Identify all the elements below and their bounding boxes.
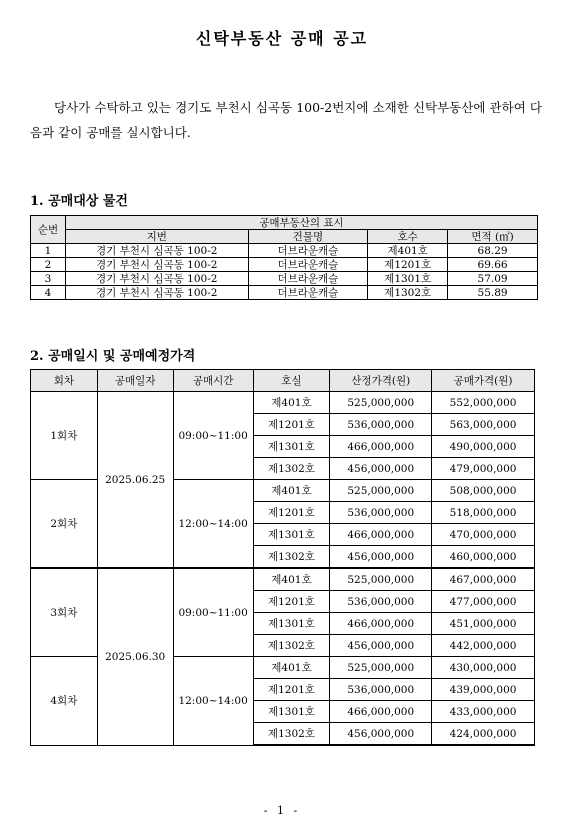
cell-address: 경기 부천시 심곡동 100-2 — [65, 244, 248, 258]
cell-price: 442,000,000 — [432, 635, 535, 657]
cell-appraised: 466,000,000 — [330, 436, 432, 458]
cell-unit: 제1302호 — [253, 458, 330, 480]
cell-date: 2025.06.25 — [97, 392, 173, 569]
cell-appraised: 466,000,000 — [330, 524, 432, 546]
cell-area: 69.66 — [448, 258, 538, 272]
table-row — [31, 258, 538, 272]
header-time: 공매시간 — [173, 370, 253, 392]
cell-unit: 제1201호 — [253, 414, 330, 436]
cell-price: 518,000,000 — [432, 502, 535, 524]
table-row — [31, 392, 535, 414]
cell-round: 4회차 — [31, 657, 98, 746]
cell-price: 430,000,000 — [432, 657, 535, 679]
cell-appraised: 466,000,000 — [330, 701, 432, 723]
table-row — [31, 272, 538, 286]
cell-no: 1 — [31, 244, 66, 258]
cell-unit: 제401호 — [253, 392, 330, 414]
header-unit: 호수 — [368, 230, 448, 244]
cell-area: 57.09 — [448, 272, 538, 286]
cell-area: 55.89 — [448, 286, 538, 300]
header-building: 건물명 — [248, 230, 368, 244]
cell-price: 424,000,000 — [432, 723, 535, 746]
cell-price: 460,000,000 — [432, 546, 535, 569]
cell-building: 더브라운캐슬 — [248, 244, 368, 258]
header-appraised: 산정가격(원) — [330, 370, 432, 392]
header-price: 공매가격(원) — [432, 370, 535, 392]
cell-address: 경기 부천시 심곡동 100-2 — [65, 272, 248, 286]
table-row — [31, 568, 535, 591]
cell-price: 563,000,000 — [432, 414, 535, 436]
cell-no: 3 — [31, 272, 66, 286]
cell-time: 09:00~11:00 — [173, 392, 253, 480]
cell-price: 467,000,000 — [432, 568, 535, 591]
auction-schedule-table — [30, 369, 535, 746]
cell-unit: 제1301호 — [253, 524, 330, 546]
header-group: 공매부동산의 표시 — [65, 216, 537, 230]
cell-unit: 제1302호 — [253, 635, 330, 657]
intro-paragraph: 당사가 수탁하고 있는 경기도 부천시 심곡동 100-2번지에 소재한 신탁부동산에 관하여 다음과 같이 공매를 실시합니다. — [30, 100, 542, 140]
cell-no: 4 — [31, 286, 66, 300]
section-2-heading: 2. 공매일시 및 공매예정가격 — [30, 349, 196, 364]
cell-date: 2025.06.30 — [97, 568, 173, 745]
cell-unit: 제1201호 — [253, 591, 330, 613]
cell-appraised: 456,000,000 — [330, 546, 432, 569]
page-number: - 1 - — [263, 804, 301, 817]
cell-appraised: 525,000,000 — [330, 568, 432, 591]
cell-price: 508,000,000 — [432, 480, 535, 502]
cell-price: 451,000,000 — [432, 613, 535, 635]
cell-appraised: 456,000,000 — [330, 458, 432, 480]
cell-round: 1회차 — [31, 392, 98, 480]
header-area: 면적 (㎡) — [448, 230, 538, 244]
cell-area: 68.29 — [448, 244, 538, 258]
cell-unit: 제1302호 — [368, 286, 448, 300]
header-unit: 호실 — [253, 370, 330, 392]
cell-unit: 제1301호 — [253, 701, 330, 723]
cell-price: 479,000,000 — [432, 458, 535, 480]
cell-unit: 제1302호 — [253, 723, 330, 746]
cell-appraised: 536,000,000 — [330, 679, 432, 701]
cell-round: 2회차 — [31, 480, 98, 569]
cell-unit: 제401호 — [253, 568, 330, 591]
cell-appraised: 456,000,000 — [330, 723, 432, 746]
cell-building: 더브라운캐슬 — [248, 272, 368, 286]
cell-price: 470,000,000 — [432, 524, 535, 546]
cell-unit: 제1201호 — [253, 679, 330, 701]
cell-unit: 제401호 — [368, 244, 448, 258]
table-row — [31, 244, 538, 258]
cell-price: 552,000,000 — [432, 392, 535, 414]
cell-appraised: 536,000,000 — [330, 591, 432, 613]
cell-price: 490,000,000 — [432, 436, 535, 458]
cell-price: 439,000,000 — [432, 679, 535, 701]
cell-appraised: 525,000,000 — [330, 657, 432, 679]
cell-unit: 제401호 — [253, 480, 330, 502]
cell-round: 3회차 — [31, 568, 98, 657]
cell-appraised: 456,000,000 — [330, 635, 432, 657]
cell-appraised: 525,000,000 — [330, 480, 432, 502]
cell-price: 433,000,000 — [432, 701, 535, 723]
cell-no: 2 — [31, 258, 66, 272]
cell-unit: 제1201호 — [253, 502, 330, 524]
section-1-heading: 1. 공매대상 물건 — [30, 194, 128, 209]
header-date: 공매일자 — [97, 370, 173, 392]
page-title: 신탁부동산 공매 공고 — [195, 29, 369, 48]
cell-address: 경기 부천시 심곡동 100-2 — [65, 258, 248, 272]
cell-appraised: 536,000,000 — [330, 414, 432, 436]
cell-time: 12:00~14:00 — [173, 657, 253, 746]
cell-unit: 제1301호 — [253, 613, 330, 635]
cell-appraised: 536,000,000 — [330, 502, 432, 524]
cell-time: 09:00~11:00 — [173, 568, 253, 657]
cell-building: 더브라운캐슬 — [248, 258, 368, 272]
header-round: 회차 — [31, 370, 98, 392]
cell-unit: 제1301호 — [368, 272, 448, 286]
cell-time: 12:00~14:00 — [173, 480, 253, 569]
table-row — [31, 286, 538, 300]
cell-appraised: 466,000,000 — [330, 613, 432, 635]
header-address: 지번 — [65, 230, 248, 244]
cell-price: 477,000,000 — [432, 591, 535, 613]
cell-unit: 제401호 — [253, 657, 330, 679]
cell-unit: 제1302호 — [253, 546, 330, 569]
cell-appraised: 525,000,000 — [330, 392, 432, 414]
cell-unit: 제1201호 — [368, 258, 448, 272]
property-table — [30, 215, 538, 300]
cell-address: 경기 부천시 심곡동 100-2 — [65, 286, 248, 300]
cell-unit: 제1301호 — [253, 436, 330, 458]
header-no: 순번 — [31, 216, 66, 244]
cell-building: 더브라운캐슬 — [248, 286, 368, 300]
